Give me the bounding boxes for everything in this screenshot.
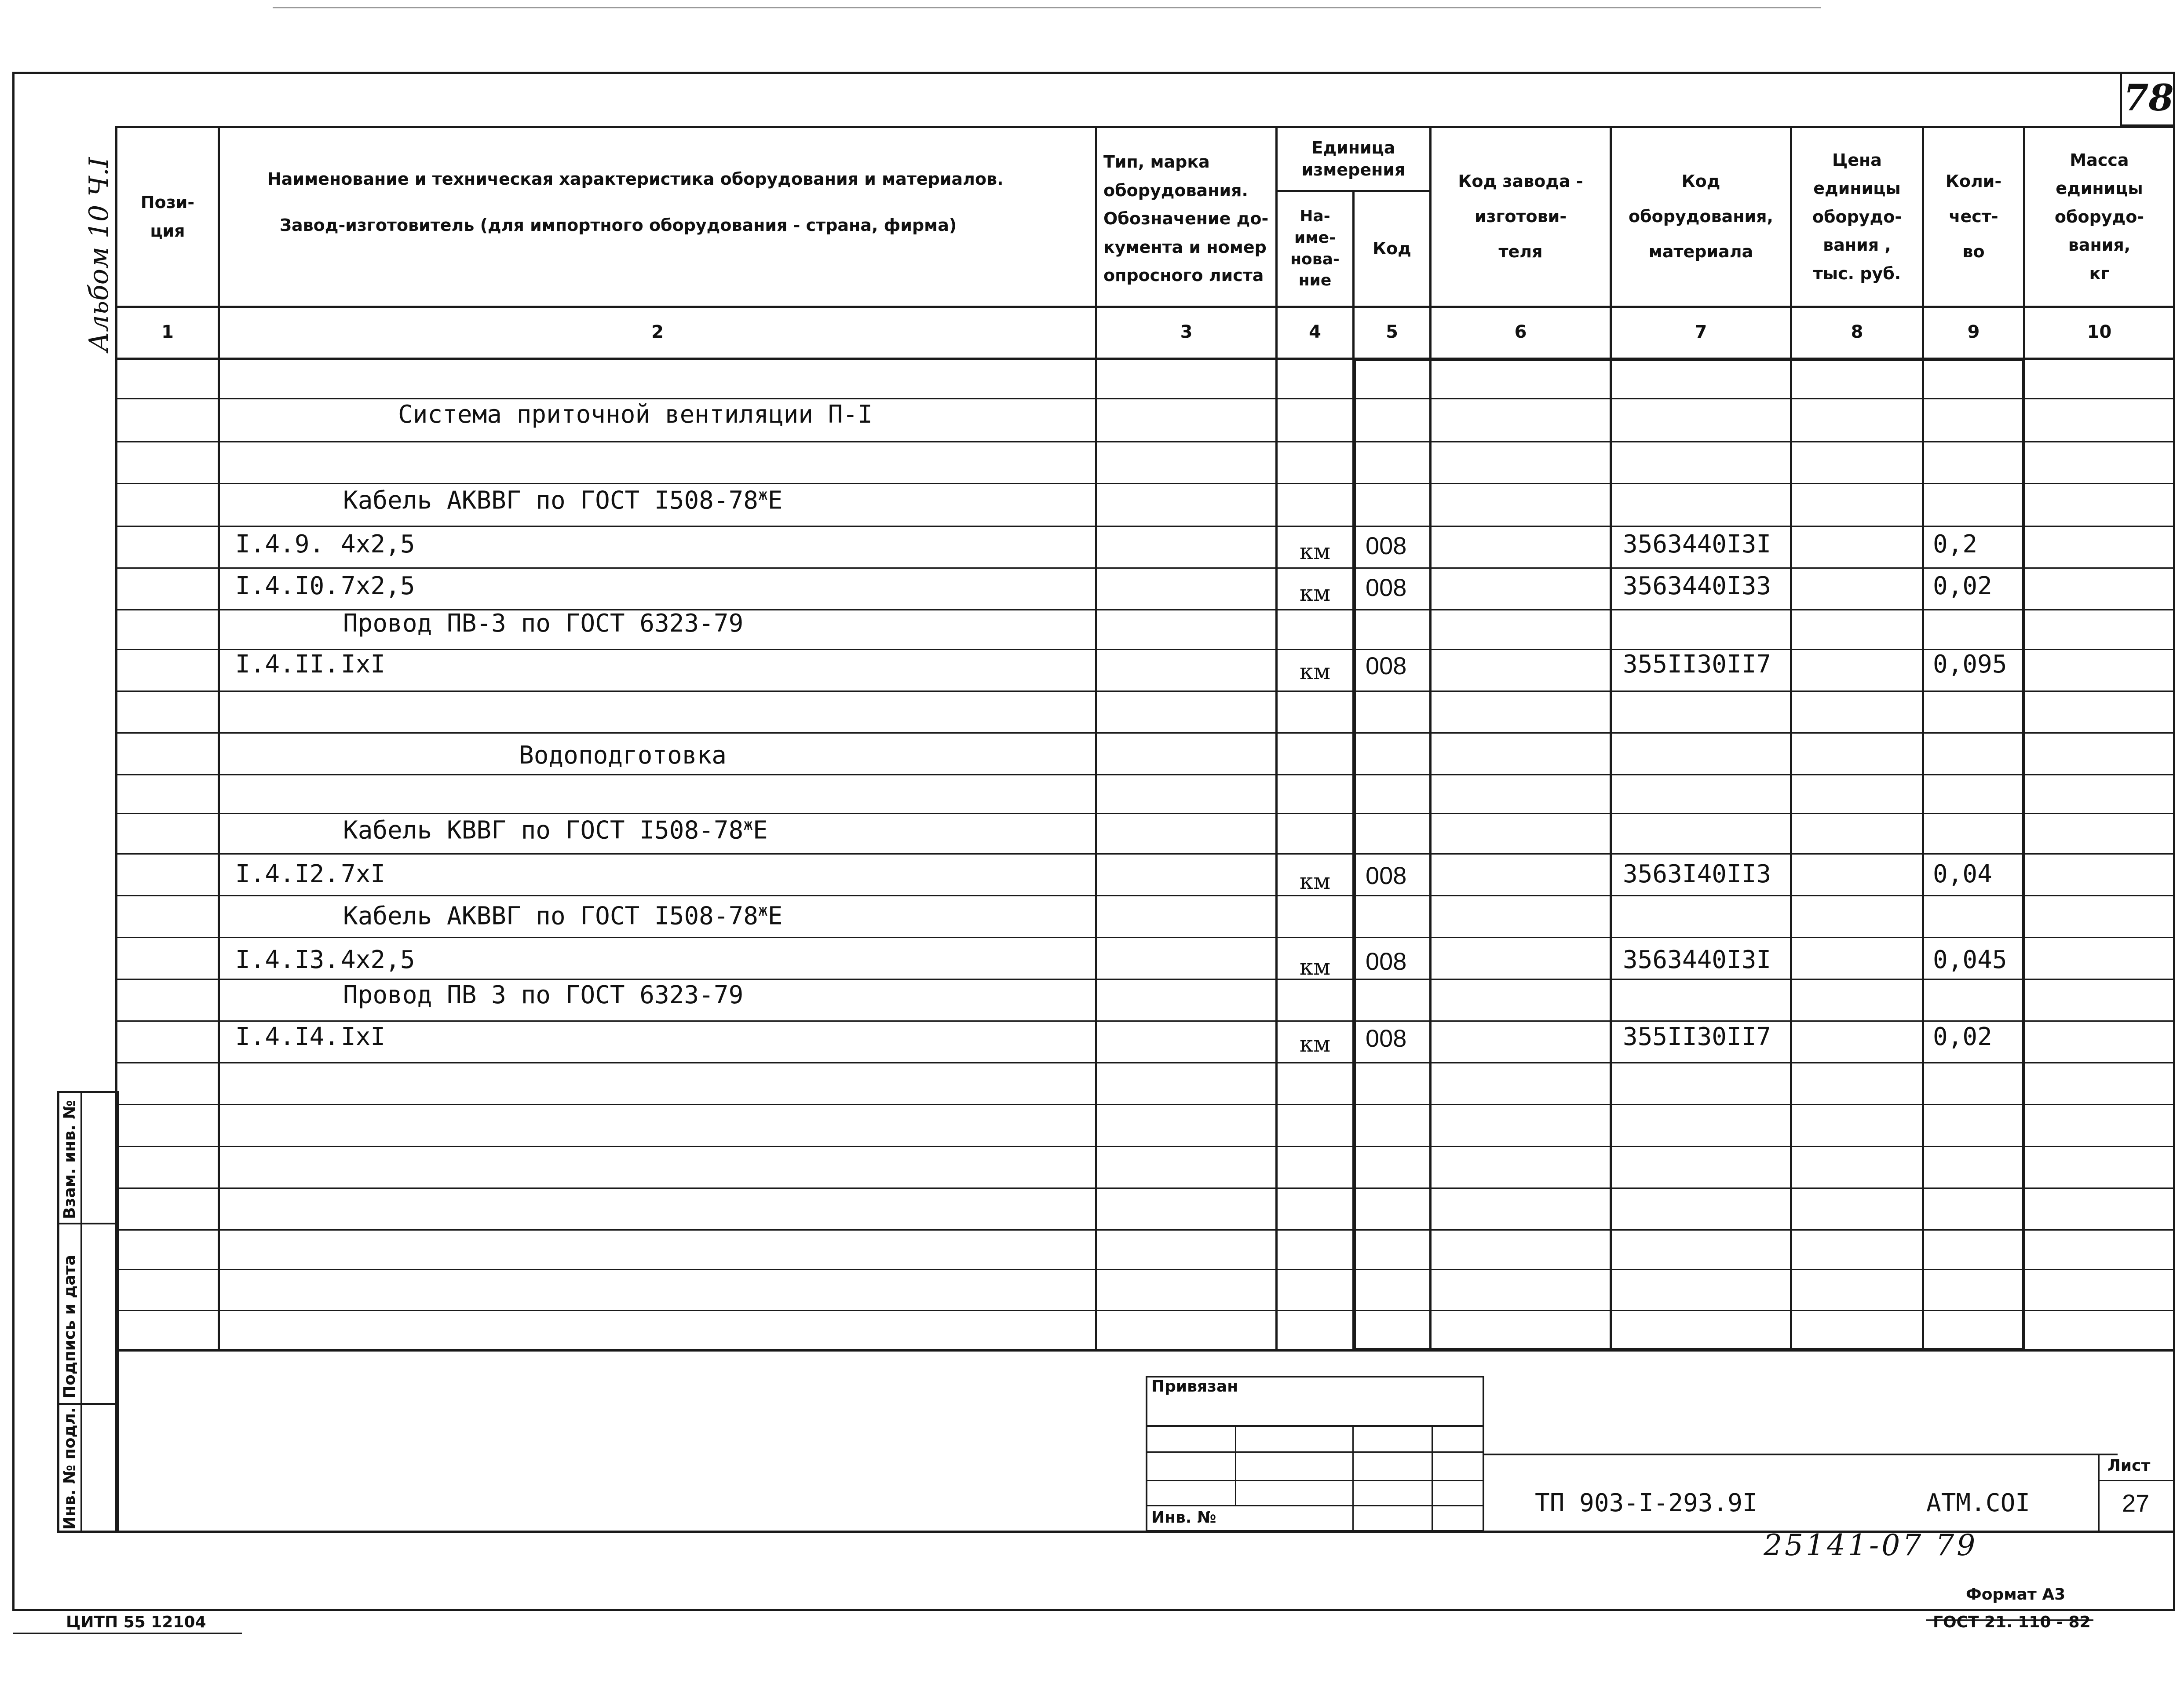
row-name: IхI	[341, 650, 386, 679]
row-name: IхI	[341, 1023, 386, 1051]
header-name-line1: Наименование и техническая характеристика оборудования и материалов.	[267, 169, 1004, 189]
document-mark: АТМ.COI	[1926, 1489, 2031, 1517]
row-unit: км	[1300, 954, 1331, 980]
row-quantity: 0,02	[1933, 572, 1992, 600]
row-code: 008	[1366, 1024, 1407, 1052]
header-price: Цена единицы оборудо- вания , тыс. руб.	[1812, 150, 1902, 283]
header-type: Тип, марка оборудования. Обозначение до- кумента и номер опросного листа	[1103, 152, 1269, 285]
row-position: I.4.I2.	[235, 860, 340, 888]
section-heading: Система приточной вентиляции П-I	[398, 400, 873, 429]
row-equipment-code: 3563440I3I	[1623, 946, 1771, 974]
row-unit: км	[1300, 539, 1331, 564]
row-position: I.4.I0.	[235, 572, 340, 600]
row-equipment-code: 355II30II7	[1623, 650, 1771, 679]
column-number: 8	[1851, 322, 1863, 342]
row-quantity: 0,2	[1933, 530, 1978, 559]
material-group: Кабель АКВВГ по ГОСТ $I508-78^жЕ$	[343, 902, 783, 931]
material-group: Провод ПВ-3 по ГОСТ 6323-79	[343, 609, 744, 638]
header-unit-code: Код	[1373, 239, 1411, 259]
header-mass: Масса единицы оборудо- вания, кг	[2054, 150, 2144, 283]
header-quantity: Коли- чест- во	[1945, 172, 2002, 261]
privyazan-label: Привязан	[1151, 1377, 1238, 1396]
row-quantity: 0,045	[1933, 946, 2007, 974]
material-group: Провод ПВ 3 по ГОСТ 6323-79	[343, 981, 744, 1009]
row-unit: км	[1300, 659, 1331, 684]
citp-label: ЦИТП 55 12104	[66, 1613, 206, 1631]
material-group: Кабель АКВВГ по ГОСТ $I508-78^жЕ$	[343, 486, 783, 515]
column-number: 1	[161, 322, 174, 342]
column-number: 5	[1386, 322, 1398, 342]
row-name: 4х2,5	[341, 946, 415, 974]
row-name: 7х2,5	[341, 572, 415, 600]
section-heading: Водоподготовка	[519, 741, 727, 770]
row-equipment-code: 3563440I33	[1623, 572, 1771, 600]
row-equipment-code: 3563440I3I	[1623, 530, 1771, 559]
row-code: 008	[1366, 862, 1407, 889]
row-position: I.4.II.	[235, 650, 340, 679]
header-plant-code: Код завода - изготови- теля	[1458, 172, 1583, 261]
row-name: 4х2,5	[341, 530, 415, 559]
gost-label: ГОСТ 21. 110 - 82	[1933, 1613, 2091, 1631]
row-quantity: 0,02	[1933, 1023, 1992, 1051]
column-number: 6	[1514, 322, 1527, 342]
side-stamp-podpis-data: Подпись и дата	[61, 1255, 79, 1399]
header-position: Пози- ция	[140, 193, 195, 241]
row-position: I.4.I3.	[235, 946, 340, 974]
document-code: ТП 903-I-293.9I	[1535, 1489, 1757, 1517]
column-number: 4	[1309, 322, 1321, 342]
scan-edge-line	[273, 7, 1821, 8]
row-unit: км	[1300, 1031, 1331, 1057]
sheet-corner-number: 78	[2120, 72, 2175, 127]
header-unit: Единица измерения	[1301, 138, 1406, 179]
row-equipment-code: 355II30II7	[1623, 1023, 1771, 1051]
column-number: 3	[1180, 322, 1193, 342]
column-number: 10	[2087, 322, 2112, 342]
side-stamp-inv-podl: Инв. № подл.	[61, 1407, 79, 1530]
row-unit: км	[1300, 581, 1331, 606]
row-equipment-code: 3563I40II3	[1623, 860, 1771, 888]
handwritten-number: 25141-07 79	[1764, 1528, 1978, 1562]
header-equipment-code: Код оборудования, материала	[1629, 172, 1773, 261]
row-position: I.4.9.	[235, 530, 325, 559]
header-name-line2: Завод-изготовитель (для импортного оборудования - страна, фирма)	[280, 216, 957, 235]
inv-no-label: Инв. №	[1151, 1509, 1216, 1527]
row-code: 008	[1366, 947, 1407, 975]
row-unit: км	[1300, 869, 1331, 894]
header-unit-name: На- име- нова- ние	[1290, 207, 1340, 290]
format-label: Формат А3	[1966, 1586, 2066, 1604]
album-label: Альбом 10 Ч.I	[84, 157, 114, 352]
row-quantity: 0,04	[1933, 860, 1992, 888]
column-number: 9	[1967, 322, 1980, 342]
sheet-label: Лист	[2107, 1457, 2151, 1475]
material-group: Кабель КВВГ по ГОСТ $I508-78^жЕ$	[343, 816, 768, 845]
row-code: 008	[1366, 574, 1407, 601]
column-number: 7	[1695, 322, 1707, 342]
row-name: 7хI	[341, 860, 386, 888]
column-number: 2	[651, 322, 664, 342]
row-position: I.4.I4.	[235, 1023, 340, 1051]
row-code: 008	[1366, 652, 1407, 680]
side-stamp-vzam-inv: Взам. инв. №	[61, 1100, 79, 1219]
row-code: 008	[1366, 532, 1407, 559]
row-quantity: 0,095	[1933, 650, 2007, 679]
sheet-number: 27	[2122, 1489, 2150, 1517]
